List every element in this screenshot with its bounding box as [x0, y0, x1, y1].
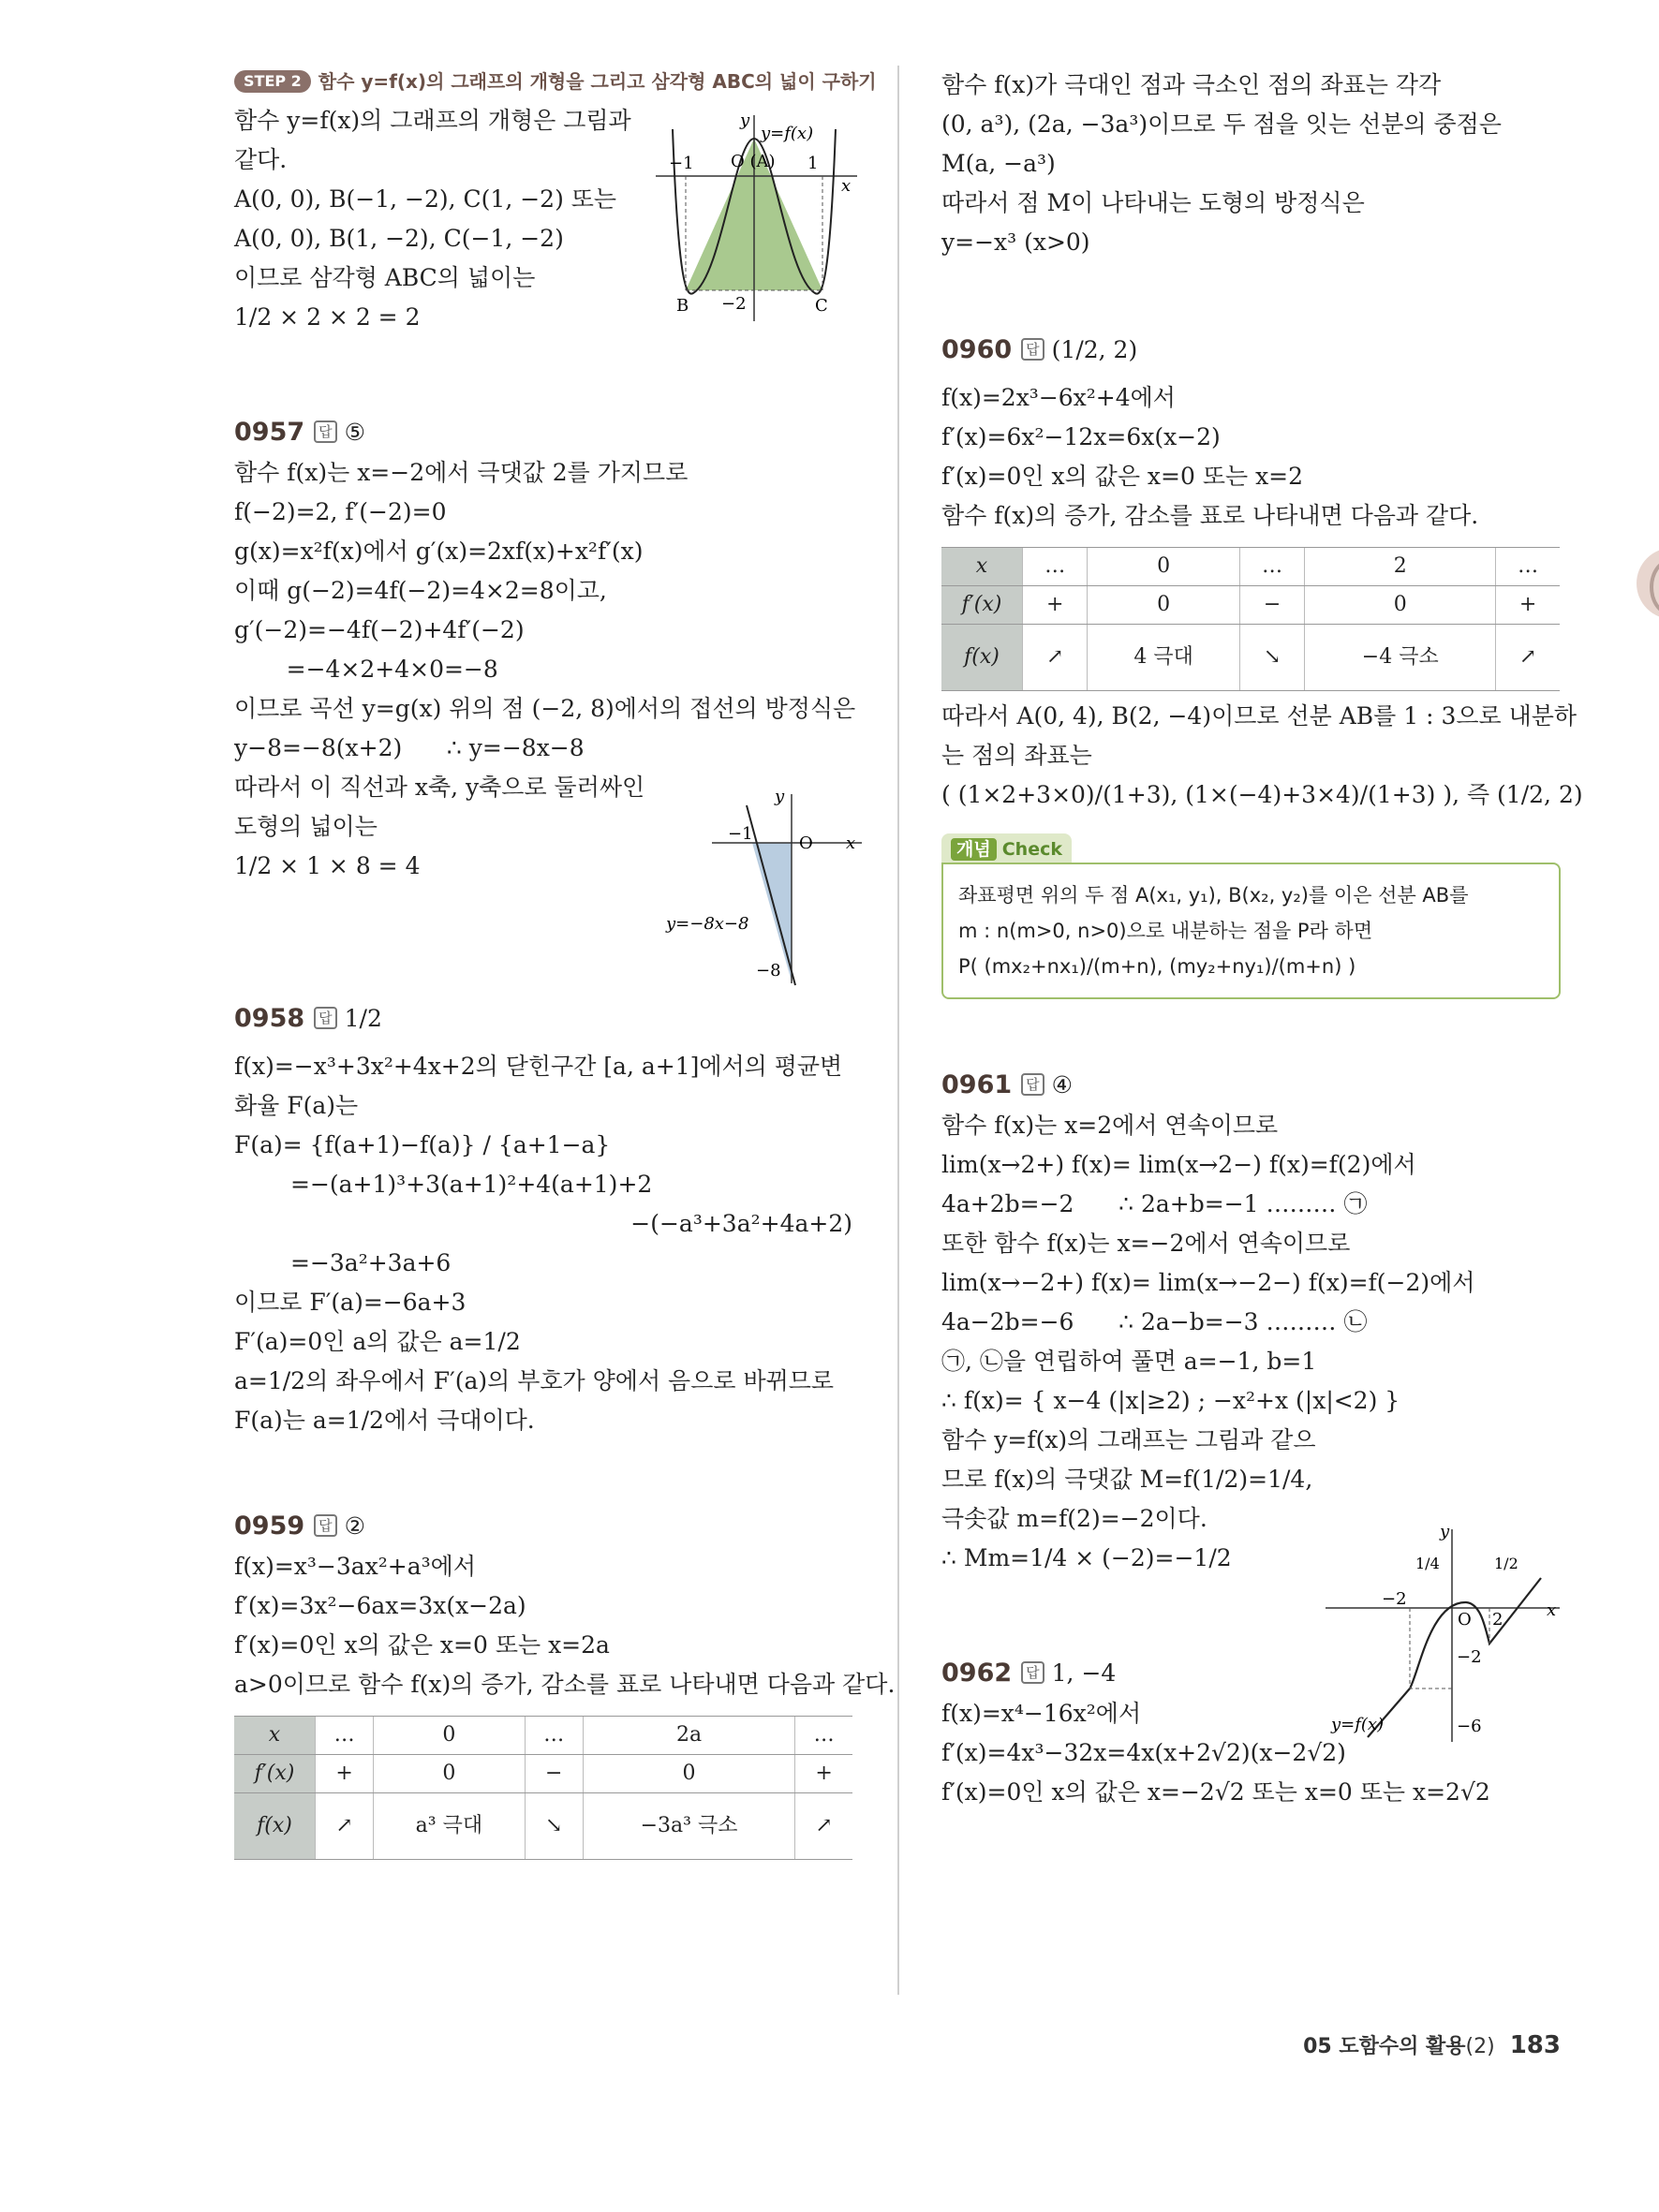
text-line: P( (mx₂+nx₁)/(m+n), (my₂+ny₁)/(m+n) ) — [958, 955, 1356, 978]
answer-badge: 답 — [1021, 338, 1044, 361]
concept-check-box — [941, 833, 1564, 999]
text-line: f′(x)=0인 x의 값은 x=0 또는 x=2a — [234, 1631, 610, 1659]
text-line: 함수 f(x)는 x=−2에서 극댓값 2를 가지므로 — [234, 459, 689, 486]
text-line: 따라서 이 직선과 x축, y축으로 둘러싸인 — [234, 774, 645, 801]
axis-label-y: y — [1440, 1522, 1450, 1541]
text-line: a=1/2의 좌우에서 F′(a)의 부호가 양에서 음으로 바뀌므로 — [234, 1367, 835, 1394]
page-footer — [1303, 2030, 1561, 2059]
text-line: a>0이므로 함수 f(x)의 증가, 감소를 표로 나타내면 다음과 같다. — [234, 1671, 896, 1698]
origin-label: O — [1458, 1610, 1472, 1630]
text-line: y=−x³ (x>0) — [941, 229, 1090, 256]
step2-graph-figure — [656, 111, 862, 326]
text-line: M(a, −a³) — [941, 150, 1056, 177]
sign-table-0959 — [234, 1716, 852, 1860]
chapter-sub: (2) — [1465, 2035, 1495, 2058]
text-line: f(x)=2x³−6x²+4에서 — [941, 384, 1176, 411]
table-cell: 0 — [1305, 586, 1496, 625]
text-line: g′(−2)=−4f(−2)+4f′(−2) — [234, 616, 525, 643]
text-line: m : n(m>0, n>0)으로 내분하는 점을 P라 하면 — [958, 920, 1373, 942]
tick-label: −2 — [1382, 1589, 1407, 1609]
page-number: 183 — [1509, 2031, 1561, 2059]
text-line: A(0, 0), B(−1, −2), C(1, −2) 또는 — [234, 185, 617, 213]
text-line: 도형의 넓이는 — [234, 813, 378, 840]
text-line: 화율 F(a)는 — [234, 1092, 359, 1119]
problem-number: 0962 — [941, 1659, 1013, 1688]
text-line: 극솟값 m=f(2)=−2이다. — [941, 1505, 1207, 1532]
text-line: f′(x)=3x²−6ax=3x(x−2a) — [234, 1592, 526, 1619]
answer-badge: 답 — [314, 420, 337, 443]
table-cell: x — [941, 548, 1023, 586]
text-line: f(x)=x⁴−16x²에서 — [941, 1700, 1142, 1727]
text-line: ㉠, ㉡을 연립하여 풀면 a=−1, b=1 — [941, 1348, 1317, 1375]
text-line: f′(x)=6x²−12x=6x(x−2) — [941, 423, 1221, 450]
answer-badge: 답 — [1021, 1073, 1044, 1096]
text-line: 따라서 A(0, 4), B(2, −4)이므로 선분 AB를 1 : 3으로 내분하 — [941, 702, 1578, 730]
text-line: 1/2 × 2 × 2 = 2 — [234, 303, 421, 331]
tick-label: −6 — [1457, 1717, 1482, 1736]
problem-number: 0958 — [234, 1004, 305, 1033]
tick-label: 1/2 — [1494, 1555, 1518, 1572]
table-cell: 2 — [1305, 548, 1496, 586]
table-cell: 0 — [1088, 586, 1239, 625]
table-cell: f(x) — [941, 625, 1023, 691]
text-line: F′(a)=0인 a의 값은 a=1/2 — [234, 1328, 521, 1355]
problem-number: 0959 — [234, 1512, 305, 1541]
curve-label: y=f(x) — [1331, 1715, 1385, 1734]
table-row — [234, 1793, 852, 1860]
problem-number: 0960 — [941, 335, 1013, 364]
axis-label-x: x — [841, 176, 852, 196]
text-line: 므로 f(x)의 극댓값 M=f(1/2)=1/4, — [941, 1466, 1313, 1493]
table-cell: + — [316, 1755, 374, 1793]
table-cell: −3a³ 극소 — [583, 1793, 794, 1860]
table-cell: ↗ — [316, 1793, 374, 1860]
table-cell: 0 — [583, 1755, 794, 1793]
text-line: f′(x)=0인 x의 값은 x=0 또는 x=2 — [941, 463, 1304, 490]
text-line: y−8=−8(x+2) ∴ y=−8x−8 — [234, 734, 585, 761]
piecewise-graph-figure — [1326, 1522, 1564, 1747]
table-row — [234, 1717, 852, 1755]
table-cell: 0 — [374, 1755, 525, 1793]
table-cell: x — [234, 1717, 316, 1755]
text-line: 이때 g(−2)=4f(−2)=4×2=8이고, — [234, 577, 607, 604]
table-cell: ↗ — [1023, 625, 1088, 691]
check-tab-label: Check — [1001, 839, 1062, 860]
tick-label: −1 — [728, 824, 753, 844]
curve-label: y=f(x) — [761, 124, 814, 143]
point-label-c: C — [815, 296, 828, 316]
table-cell: − — [1239, 586, 1304, 625]
table-row — [941, 625, 1560, 691]
text-line: 또한 함수 f(x)는 x=−2에서 연속이므로 — [941, 1230, 1351, 1257]
text-line: −(−a³+3a²+4a+2) — [630, 1210, 852, 1237]
answer-badge: 답 — [1021, 1661, 1044, 1684]
tangent-line-figure — [660, 787, 867, 988]
problem-0957-heading — [234, 412, 852, 453]
table-cell: 4 극대 — [1088, 625, 1239, 691]
tick-label: −8 — [756, 961, 781, 981]
answer-value: ② — [344, 1512, 366, 1540]
axis-label-y: y — [775, 787, 785, 806]
table-cell: … — [1023, 548, 1088, 586]
problem-number: 0957 — [234, 418, 305, 447]
axis-label-x: x — [1547, 1600, 1557, 1620]
table-cell: f′(x) — [234, 1755, 316, 1793]
table-cell: … — [1496, 548, 1560, 586]
problem-0961-heading — [941, 1065, 1564, 1106]
point-label-b: B — [676, 296, 689, 316]
text-line: 같다. — [234, 146, 288, 173]
answer-value: ④ — [1051, 1071, 1074, 1099]
table-cell: f(x) — [234, 1793, 316, 1860]
text-line: 좌표평면 위의 두 점 A(x₁, y₁), B(x₂, y₂)를 이은 선분 AB를 — [958, 884, 1469, 907]
tick-label: −2 — [1457, 1647, 1482, 1667]
text-line: f(−2)=2, f′(−2)=0 — [234, 498, 447, 525]
line-label: y=−8x−8 — [666, 914, 749, 934]
tick-label: 1 — [807, 154, 819, 173]
text-line: 4a−2b=−6 ∴ 2a−b=−3 ……… ㉡ — [941, 1308, 1368, 1335]
answer-badge: 답 — [314, 1007, 337, 1029]
table-cell: a³ 극대 — [374, 1793, 525, 1860]
step2-heading — [234, 66, 877, 97]
text-line: f(x)=−x³+3x²+4x+2의 닫힌구간 [a, a+1]에서의 평균변 — [234, 1053, 843, 1080]
text-line: 함수 f(x)는 x=2에서 연속이므로 — [941, 1112, 1279, 1139]
text-line: 따라서 점 M이 나타내는 도형의 방정식은 — [941, 189, 1365, 216]
text-line: lim(x→−2+) f(x)= lim(x→−2−) f(x)=f(−2)에서 — [941, 1269, 1475, 1296]
tick-label: −2 — [721, 294, 747, 314]
text-line: 함수 f(x)의 증가, 감소를 표로 나타내면 다음과 같다. — [941, 502, 1479, 529]
table-cell: … — [525, 1717, 583, 1755]
answer-value: (1/2, 2) — [1051, 336, 1138, 363]
answer-value: ⑤ — [344, 419, 366, 446]
text-line: F(a)= {f(a+1)−f(a)} / {a+1−a} — [234, 1131, 611, 1158]
chapter-side-tab — [1637, 548, 1659, 619]
table-cell: + — [1023, 586, 1088, 625]
answer-badge: 답 — [314, 1514, 337, 1537]
text-line: 이므로 삼각형 ABC의 넓이는 — [234, 264, 536, 291]
text-line: 함수 f(x)가 극대인 점과 극소인 점의 좌표는 각각 — [941, 71, 1442, 98]
tick-label: −1 — [669, 154, 694, 173]
table-cell: − — [525, 1755, 583, 1793]
problem-0960-heading — [941, 330, 1564, 371]
table-cell: ↗ — [795, 1793, 852, 1860]
table-row — [941, 548, 1560, 586]
text-line: F(a)는 a=1/2에서 극대이다. — [234, 1407, 535, 1434]
table-cell: + — [795, 1755, 852, 1793]
table-cell: ↘ — [1239, 625, 1304, 691]
text-line: ( (1×2+3×0)/(1+3), (1×(−4)+3×4)/(1+3) ), 즉 (1/2, 2) — [941, 781, 1583, 808]
table-cell: ↘ — [525, 1793, 583, 1860]
text-line: lim(x→2+) f(x)= lim(x→2−) f(x)=f(2)에서 — [941, 1151, 1416, 1178]
table-row — [941, 586, 1560, 625]
table-cell: 0 — [374, 1717, 525, 1755]
column-divider — [897, 66, 899, 1995]
step2-badge: STEP 2 — [234, 70, 311, 93]
concept-check-body — [941, 863, 1561, 999]
table-cell: … — [795, 1717, 852, 1755]
text-line: 이므로 곡선 y=g(x) 위의 점 (−2, 8)에서의 접선의 방정식은 — [234, 695, 856, 722]
origin-label: O (A) — [731, 152, 776, 171]
table-cell: … — [1239, 548, 1304, 586]
step2-title: 함수 y=f(x)의 그래프의 개형을 그리고 삼각형 ABC의 넓이 구하기 — [318, 70, 877, 93]
text-line: ∴ Mm=1/4 × (−2)=−1/2 — [941, 1544, 1232, 1571]
answer-value: 1, −4 — [1051, 1659, 1117, 1687]
problem-0958-heading — [234, 998, 852, 1040]
axis-label-y: y — [740, 111, 750, 130]
problem-0959-heading — [234, 1506, 852, 1547]
text-line: 1/2 × 1 × 8 = 4 — [234, 852, 421, 879]
table-cell: 0 — [1088, 548, 1239, 586]
table-cell: … — [316, 1717, 374, 1755]
text-line: 는 점의 좌표는 — [941, 742, 1092, 769]
text-line: ∴ f(x)= { x−4 (|x|≥2) ; −x²+x (|x|<2) } — [941, 1387, 1400, 1414]
sign-table-0960 — [941, 547, 1560, 691]
table-cell: 2a — [583, 1717, 794, 1755]
tick-label: 1/4 — [1415, 1555, 1440, 1572]
text-line: A(0, 0), B(1, −2), C(−1, −2) — [234, 225, 564, 252]
text-line: =−(a+1)³+3(a+1)²+4(a+1)+2 — [290, 1171, 653, 1198]
axis-label-x: x — [846, 833, 856, 853]
text-line: f′(x)=4x³−32x=4x(x+2√2)(x−2√2) — [941, 1739, 1346, 1766]
table-cell: + — [1496, 586, 1560, 625]
text-line: =−3a²+3a+6 — [290, 1249, 452, 1276]
text-line: 함수 y=f(x)의 그래프는 그림과 같으 — [941, 1426, 1316, 1453]
concept-check-tab — [941, 833, 1072, 863]
text-line: g(x)=x²f(x)에서 g′(x)=2xf(x)+x²f′(x) — [234, 538, 644, 565]
origin-label: O — [799, 833, 813, 853]
text-line: 4a+2b=−2 ∴ 2a+b=−1 ……… ㉠ — [941, 1190, 1368, 1217]
problem-number: 0961 — [941, 1070, 1013, 1099]
tick-label: 2 — [1492, 1610, 1503, 1630]
table-cell: f′(x) — [941, 586, 1023, 625]
table-cell: ↗ — [1496, 625, 1560, 691]
text-line: 이므로 F′(a)=−6a+3 — [234, 1289, 467, 1316]
answer-value: 1/2 — [344, 1005, 382, 1032]
table-cell: −4 극소 — [1305, 625, 1496, 691]
text-line: =−4×2+4×0=−8 — [234, 656, 498, 683]
chapter-title: 05 도함수의 활용 — [1303, 2035, 1466, 2058]
table-row — [234, 1755, 852, 1793]
text-line: (0, a³), (2a, −3a³)이므로 두 점을 잇는 선분의 중점은 — [941, 111, 1502, 138]
concept-tab-label: 개념 — [951, 838, 997, 861]
text-line: 함수 y=f(x)의 그래프의 개형은 그림과 — [234, 107, 631, 134]
text-line: f′(x)=0인 x의 값은 x=−2√2 또는 x=0 또는 x=2√2 — [941, 1778, 1490, 1806]
text-line: f(x)=x³−3ax²+a³에서 — [234, 1553, 476, 1580]
